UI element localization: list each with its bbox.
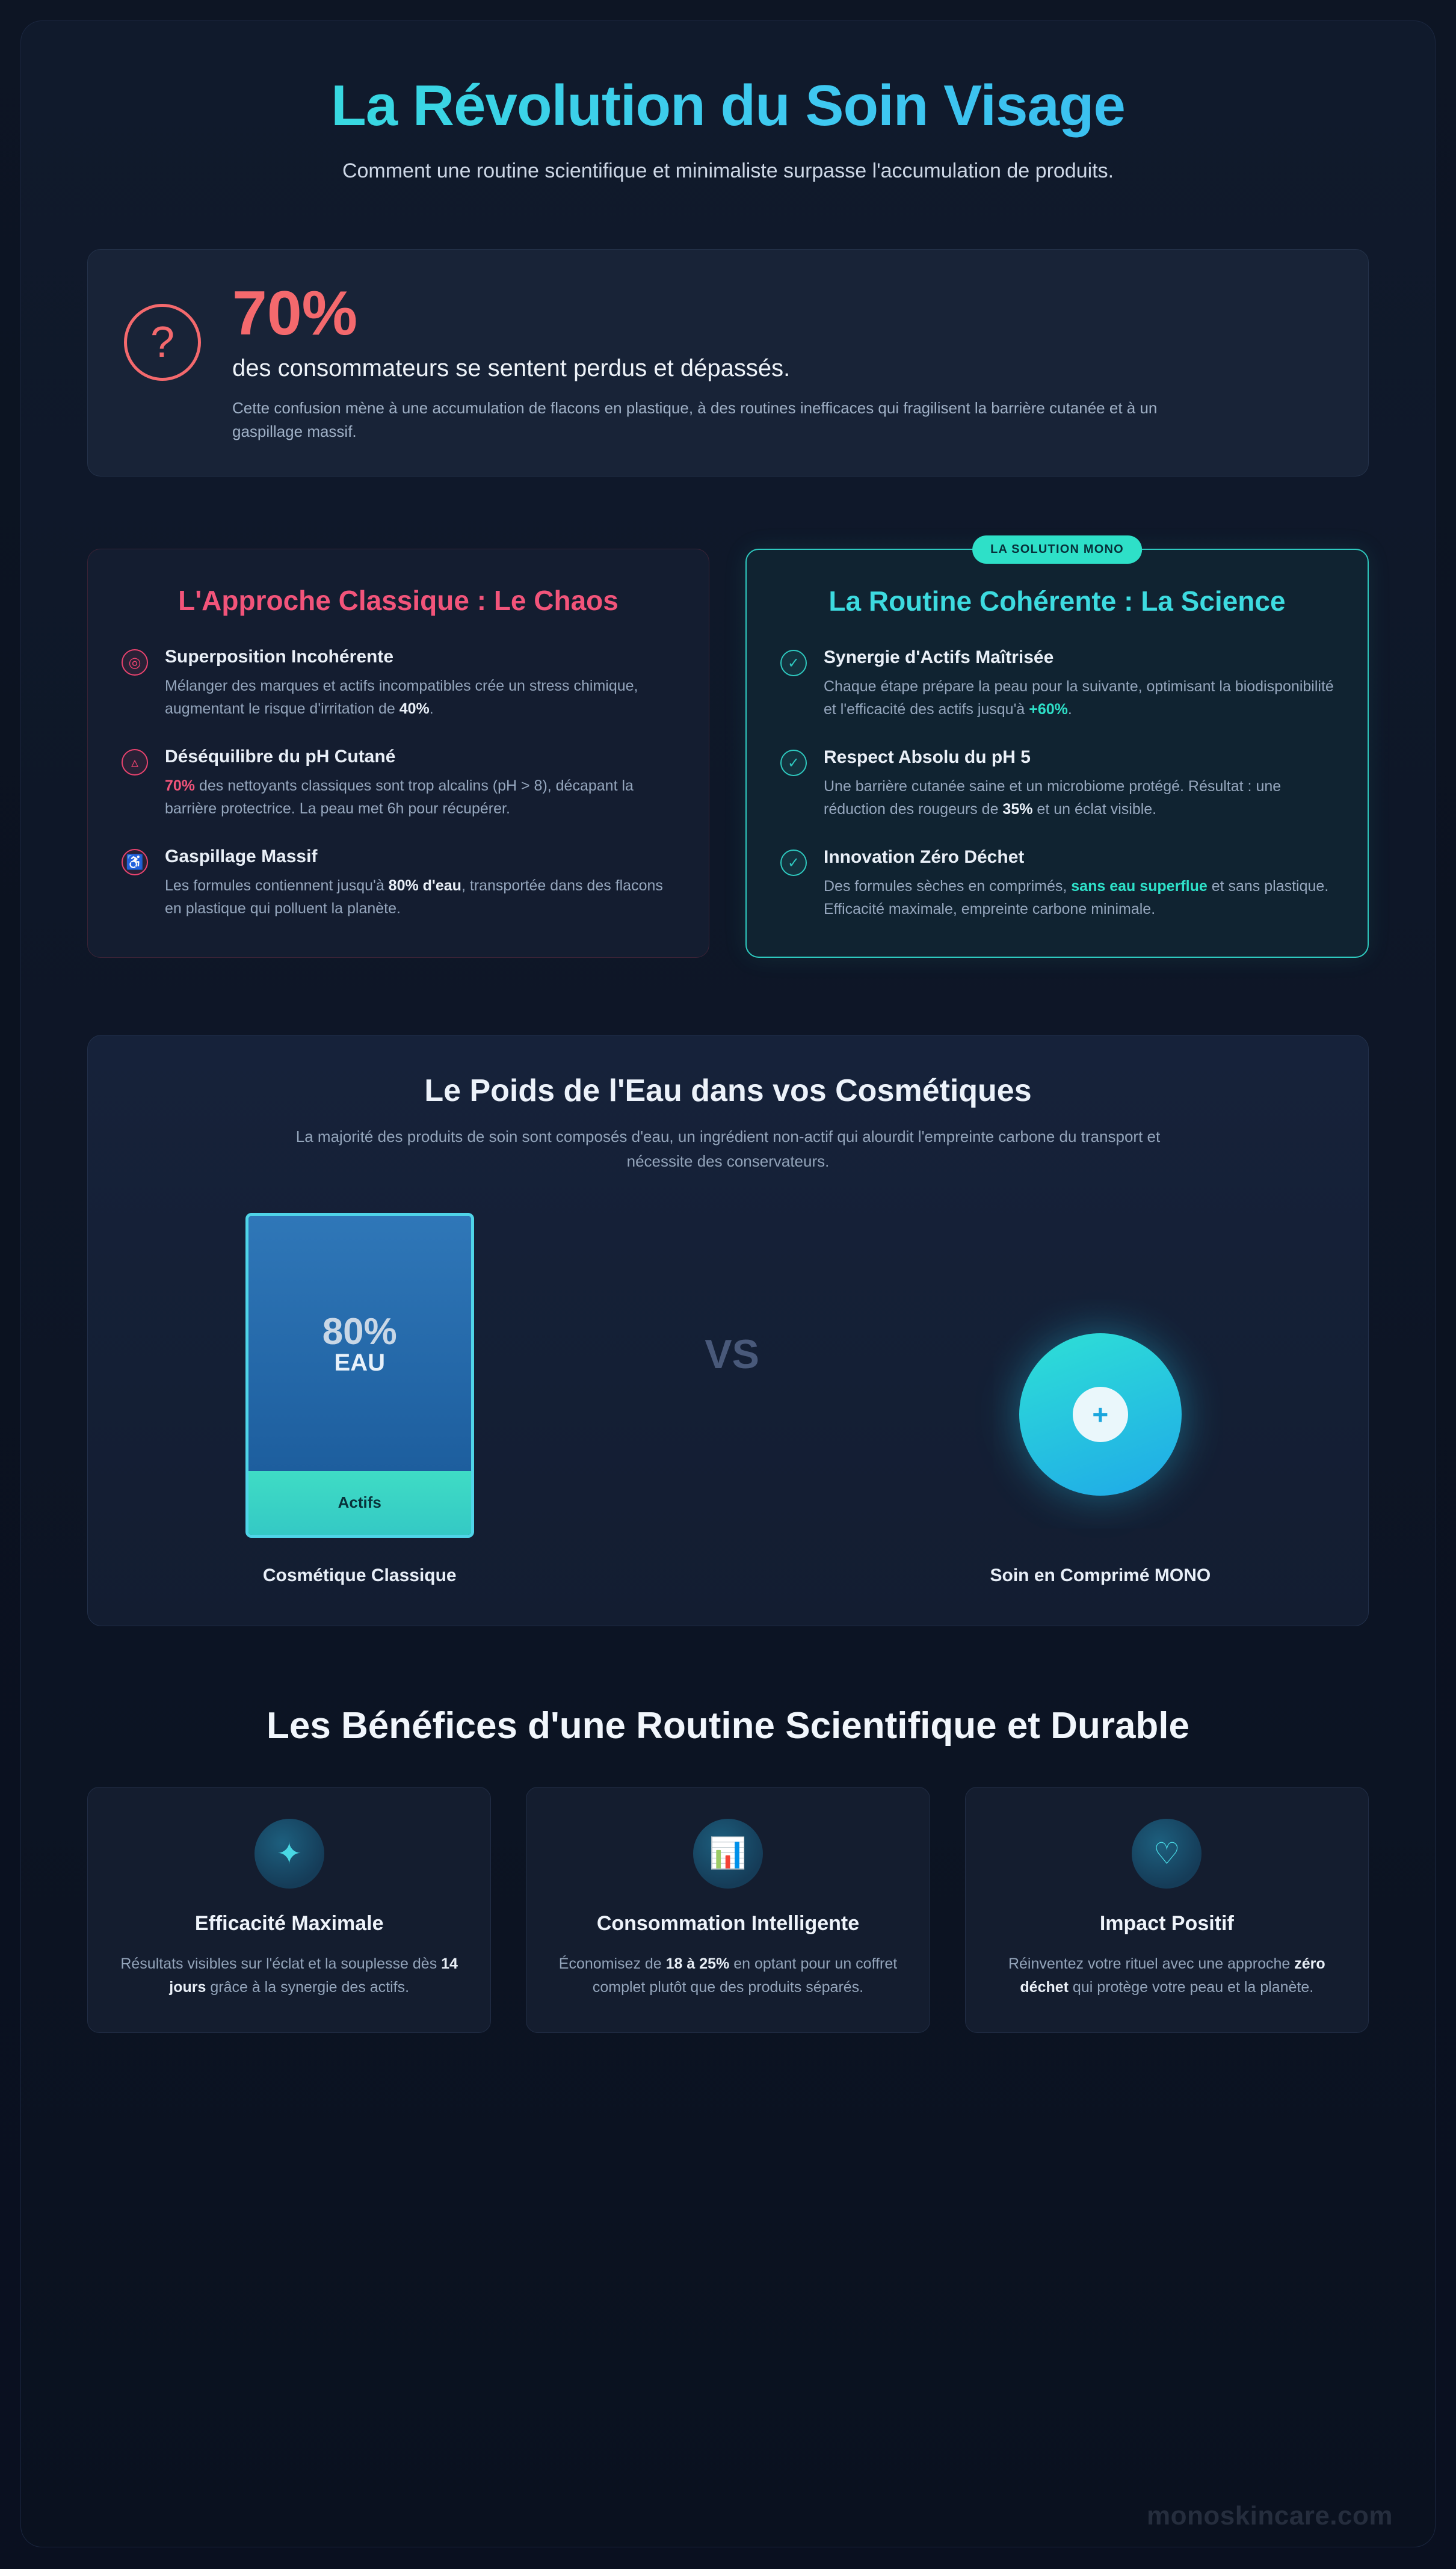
vs-label: VS — [705, 1331, 759, 1377]
heart-icon: ♡ — [1132, 1819, 1202, 1889]
classic-cosmetic-caption: Cosmétique Classique — [262, 1565, 457, 1585]
stat-banner — [87, 249, 1369, 476]
stat-lead: des consommateurs se sentent perdus et dépassés. — [232, 355, 791, 382]
list-item-title: Gaspillage Massif — [165, 847, 318, 867]
beaker-actives-portion: Actifs — [248, 1471, 471, 1535]
panel-coherent-routine — [745, 543, 1369, 958]
list-item — [122, 847, 675, 920]
water-visual — [130, 1213, 1326, 1586]
list-item — [780, 847, 1334, 921]
text-highlight: 70% — [165, 777, 196, 795]
panel-classic-title: L'Approche Classique : Le Chaos — [178, 585, 618, 617]
status-badge: LA SOLUTION MONO — [972, 535, 1142, 564]
water-section-title: Le Poids de l'Eau dans vos Cosmétiques — [424, 1073, 1032, 1109]
warning-triangle-icon: ▵ — [122, 749, 148, 776]
list-item-title: Synergie d'Actifs Maîtrisée — [824, 647, 1054, 668]
list-item-title: Innovation Zéro Déchet — [824, 847, 1025, 868]
text-after: grâce à la synergie des actifs. — [206, 1978, 410, 1996]
beaker-water-percent: 80% — [322, 1310, 397, 1352]
question-mark-icon: ? — [124, 304, 201, 381]
list-item-title: Déséquilibre du pH Cutané — [165, 747, 396, 767]
list-item-text — [165, 874, 675, 920]
classic-cosmetic-column — [245, 1213, 474, 1586]
stat-banner-body — [232, 277, 1171, 443]
text-highlight: sans eau superflue — [1071, 878, 1208, 895]
beaker-graphic — [245, 1213, 474, 1538]
stat-description: Cette confusion mène à une accumulation de flacons en plastique, à des routines inefficaces qui fragilisent la barrière cutanée et à un gaspillage massif. — [232, 399, 1158, 441]
page-subtitle: Comment une routine scientifique et minimaliste surpasse l'accumulation de produits. — [342, 159, 1114, 182]
benefit-card-title: Consommation Intelligente — [596, 1911, 860, 1935]
text-highlight: 40% — [399, 700, 430, 718]
text-before: Une barrière cutanée saine et un microbiome protégé. Résultat : une réduction des rougeurs de — [824, 778, 1282, 818]
comparison-section — [87, 543, 1369, 958]
tablet-graphic — [1019, 1333, 1182, 1496]
benefits-title: Les Bénéfices d'une Routine Scientifique et Durable — [266, 1704, 1190, 1747]
list-item-text — [824, 675, 1334, 721]
site-watermark: monoskincare.com — [1146, 2501, 1393, 2530]
text-before: Résultats visibles sur l'éclat et la souplesse dès — [120, 1955, 442, 1972]
list-item-text — [165, 674, 675, 720]
benefit-card-text — [992, 1952, 1342, 1999]
error-circle-icon: ◎ — [122, 649, 148, 676]
check-circle-icon: ✓ — [780, 750, 807, 776]
text-before: Chaque étape prépare la peau pour la suivante, optimisant la biodisponibilité et l'efficacité des actifs jusqu'à — [824, 678, 1334, 718]
mono-tablet-column — [990, 1333, 1211, 1586]
text-highlight: 18 à 25% — [665, 1955, 730, 1972]
benefit-card-consumption — [526, 1787, 930, 2033]
benefit-card-impact — [965, 1787, 1369, 2033]
text-after: . — [1067, 701, 1072, 718]
benefit-card-text — [114, 1952, 464, 1999]
water-section-lead: La majorité des produits de soin sont composés d'eau, un ingrédient non-actif qui alourdit l'empreinte carbone du transport et nécessite des conservateurs. — [295, 1127, 1161, 1170]
tablet-graphic-wrap — [1019, 1333, 1182, 1496]
text-before: Mélanger des marques et actifs incompatibles crée un stress chimique, augmentant le risque d'irritation de — [165, 677, 638, 718]
benefit-card-efficacy — [87, 1787, 491, 2033]
list-item-text — [165, 774, 675, 820]
mono-tablet-caption: Soin en Comprimé MONO — [990, 1565, 1211, 1585]
infographic-canvas — [20, 20, 1436, 2547]
text-highlight: +60% — [1029, 701, 1068, 718]
beaker-water-label: EAU — [334, 1349, 385, 1376]
benefits-cards — [87, 1787, 1369, 2033]
check-circle-icon: ✓ — [780, 850, 807, 876]
text-highlight: 14 jours — [169, 1955, 458, 1996]
stat-number: 70% — [232, 279, 358, 348]
list-item-title: Respect Absolu du pH 5 — [824, 747, 1031, 768]
text-highlight: 35% — [1002, 801, 1033, 818]
bar-chart-icon: 📊 — [693, 1819, 763, 1889]
text-highlight: 80% d'eau — [388, 877, 461, 895]
list-item — [122, 647, 675, 720]
beaker-water-portion — [248, 1216, 471, 1471]
list-item-text — [824, 875, 1334, 921]
text-after: . — [429, 700, 434, 718]
text-highlight: zéro déchet — [1020, 1955, 1325, 1996]
benefit-card-title: Impact Positif — [1099, 1911, 1234, 1935]
benefit-card-title: Efficacité Maximale — [194, 1911, 384, 1935]
list-item-text — [824, 775, 1334, 821]
text-after: et sans plastique. Efficacité maximale, empreinte carbone minimale. — [824, 878, 1329, 918]
sparkles-icon: ✦ — [254, 1819, 324, 1889]
check-circle-icon: ✓ — [780, 650, 807, 676]
plus-icon: + — [1073, 1387, 1128, 1442]
text-after: en optant pour un coffret complet plutôt que des produits séparés. — [592, 1955, 898, 1996]
list-item — [122, 747, 675, 820]
list-item-title: Superposition Incohérente — [165, 647, 394, 667]
text-after: , transportée dans des flacons en plastique qui polluent la planète. — [165, 877, 663, 917]
text-after: qui protège votre peau et la planète. — [1068, 1978, 1314, 1996]
text-after: des nettoyants classiques sont trop alcalins (pH > 8), décapant la barrière protectrice. La peau met 6h pour récupérer. — [165, 777, 634, 818]
page-title: La Révolution du Soin Visage — [87, 73, 1369, 139]
list-item — [780, 747, 1334, 821]
panel-coherent-title: La Routine Cohérente : La Science — [828, 585, 1286, 617]
text-before: Réinventez votre rituel avec une approche — [1008, 1955, 1295, 1972]
benefit-card-text — [553, 1952, 902, 1999]
water-weight-section — [87, 1035, 1369, 1626]
text-after: et un éclat visible. — [1032, 801, 1157, 818]
text-before: Les formules contiennent jusqu'à — [165, 877, 389, 895]
text-before: Des formules sèches en comprimés, — [824, 878, 1072, 895]
list-item — [780, 647, 1334, 721]
trash-icon: ♿ — [122, 849, 148, 875]
text-before: Économisez de — [558, 1955, 666, 1972]
panel-classic-approach — [87, 549, 709, 958]
